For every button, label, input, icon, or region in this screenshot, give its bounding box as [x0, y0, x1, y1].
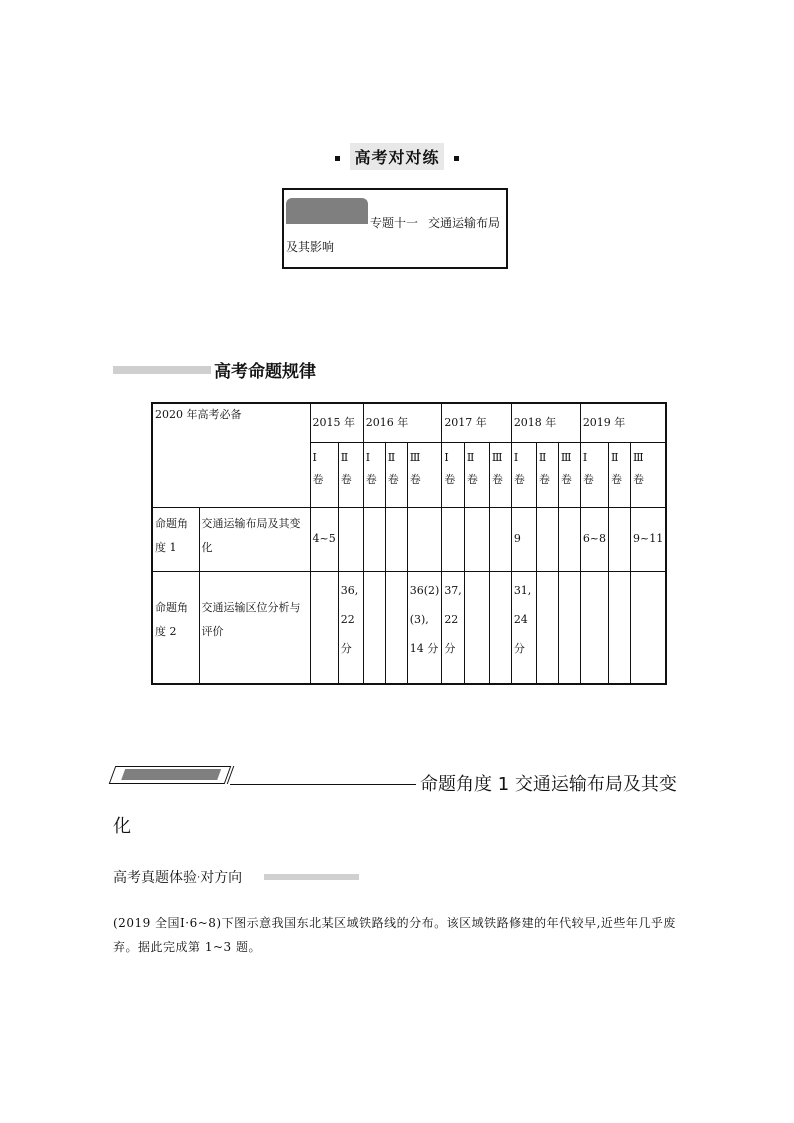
volume-header-char: 卷 [538, 473, 550, 486]
volume-header-char: Ⅲ [633, 451, 644, 464]
volume-header-char: 卷 [387, 473, 399, 486]
data-cell-line: 36, [340, 584, 359, 597]
table-row [152, 508, 666, 572]
volume-header-char: Ⅱ [387, 451, 396, 464]
data-cell-line: 31, [513, 584, 532, 597]
exam-pattern-table-wrapper [151, 402, 667, 685]
volume-header-char: Ⅲ [409, 451, 421, 464]
content-cell: 交通运输布局及其变化 [199, 508, 310, 572]
volume-header [536, 443, 558, 508]
section-tab-decoration [109, 766, 232, 784]
volume-header [442, 443, 465, 508]
volume-header-char: Ⅲ [560, 451, 572, 464]
data-cell [464, 508, 489, 572]
data-cell-line: 分 [340, 642, 352, 655]
volume-header-char: Ⅰ [444, 451, 449, 464]
data-cell [511, 572, 536, 684]
data-cell [442, 572, 465, 684]
volume-header [407, 443, 442, 508]
data-cell [407, 572, 442, 684]
year-header: 2015 年 [310, 403, 363, 443]
volume-header [511, 443, 536, 508]
data-cell: 4~5 [310, 508, 338, 572]
year-header: 2017 年 [442, 403, 512, 443]
data-cell [385, 508, 407, 572]
volume-header-char: 卷 [491, 473, 503, 486]
volume-header-char: 卷 [409, 473, 421, 486]
section-title-angle-1: 命题角度 1 交通运输布局及其变 [420, 774, 677, 795]
data-cell-line: 24 [513, 613, 528, 626]
data-cell: 9~11 [631, 508, 667, 572]
angle-cell: 命题角度 2 [152, 572, 199, 684]
data-cell [363, 508, 385, 572]
volume-header-char: Ⅱ [538, 451, 547, 464]
subsection-bar [264, 874, 359, 880]
year-header: 2016 年 [363, 403, 442, 443]
volume-header-char: 卷 [560, 473, 572, 486]
topic-title-part2: 及其影响 [286, 240, 335, 254]
topic-line-1 [370, 214, 500, 231]
data-cell [489, 572, 511, 684]
subsection-title-suffix: 对方向 [200, 870, 243, 886]
data-cell [385, 572, 407, 684]
data-cell [310, 572, 338, 684]
data-cell [536, 572, 558, 684]
volume-header [363, 443, 385, 508]
data-cell [338, 508, 363, 572]
data-cell [363, 572, 385, 684]
volume-header [609, 443, 631, 508]
volume-header-char: Ⅰ [365, 451, 371, 464]
table-row [152, 572, 666, 684]
page-title: 高考对对练 [350, 143, 443, 170]
data-cell-line: (3), [409, 613, 429, 626]
volume-header-char: 卷 [611, 473, 623, 486]
volume-header-char: 卷 [444, 473, 456, 486]
volume-header [338, 443, 363, 508]
volume-header-char: Ⅰ [513, 451, 519, 464]
data-cell [580, 572, 608, 684]
data-cell [558, 508, 580, 572]
data-cell [407, 508, 442, 572]
data-cell [464, 572, 489, 684]
data-cell [338, 572, 363, 684]
subsection-title-main: 高考真题体验 [113, 870, 197, 886]
volume-header-char: 卷 [633, 473, 645, 486]
content-cell: 交通运输区位分析与评价 [199, 572, 310, 684]
volume-header-char: 卷 [312, 473, 324, 486]
table-corner-cell [152, 403, 310, 508]
data-cell: 9 [511, 508, 536, 572]
volume-header-char: Ⅱ [340, 451, 349, 464]
bullet-icon [335, 156, 340, 161]
table-corner-label: 2020 年高考必备 [155, 408, 242, 421]
volume-header [464, 443, 489, 508]
data-cell-line: 分 [513, 642, 525, 655]
data-cell [536, 508, 558, 572]
page-header [0, 143, 794, 170]
volume-header-char: Ⅰ [312, 451, 317, 464]
data-cell [631, 572, 667, 684]
volume-header-char: 卷 [466, 473, 478, 486]
year-header: 2019 年 [580, 403, 666, 443]
data-cell-line: 分 [444, 642, 456, 655]
topic-label: 专题十一 [370, 216, 419, 230]
volume-header [631, 443, 667, 508]
volume-header [385, 443, 407, 508]
section-underline [230, 784, 416, 785]
volume-header-char: 卷 [513, 473, 525, 486]
volume-header [489, 443, 511, 508]
section-title-bar [113, 366, 211, 374]
volume-header-char: 卷 [582, 473, 594, 486]
section-title-angle-1-continued: 化 [113, 816, 131, 837]
data-cell-line: 37, [444, 584, 462, 597]
data-cell-line: 14 分 [409, 642, 439, 655]
data-cell [558, 572, 580, 684]
data-cell [442, 508, 465, 572]
angle-cell: 命题角度 1 [152, 508, 199, 572]
volume-header [558, 443, 580, 508]
data-cell [609, 508, 631, 572]
volume-header [580, 443, 608, 508]
topic-tab-decoration [286, 198, 368, 224]
volume-header-char: 卷 [365, 473, 377, 486]
volume-header-char: Ⅰ [582, 451, 588, 464]
volume-header [310, 443, 338, 508]
topic-title-part1: 交通运输布局 [428, 216, 501, 230]
data-cell-line: 36(2) [409, 584, 440, 597]
data-cell-line: 22 [340, 613, 355, 626]
year-header: 2018 年 [511, 403, 580, 443]
data-cell [489, 508, 511, 572]
bullet-icon [454, 156, 459, 161]
subsection-separator: · [197, 872, 201, 884]
data-cell [609, 572, 631, 684]
section-title-exam-patterns: 高考命题规律 [214, 362, 316, 382]
data-cell: 6~8 [580, 508, 608, 572]
volume-header-char: Ⅱ [611, 451, 619, 464]
subsection-title [113, 867, 242, 887]
data-cell-line: 22 [444, 613, 459, 626]
volume-header-char: 卷 [340, 473, 352, 486]
volume-header-char: Ⅱ [466, 451, 475, 464]
exam-pattern-table [151, 402, 667, 685]
volume-header-char: Ⅲ [491, 451, 503, 464]
question-text: (2019 全国Ⅰ·6~8)下图示意我国东北某区域铁路线的分布。该区域铁路修建的年代较早,近些年几乎废弃。据此完成第 1~3 题。 [113, 916, 676, 954]
topic-box [282, 188, 508, 269]
